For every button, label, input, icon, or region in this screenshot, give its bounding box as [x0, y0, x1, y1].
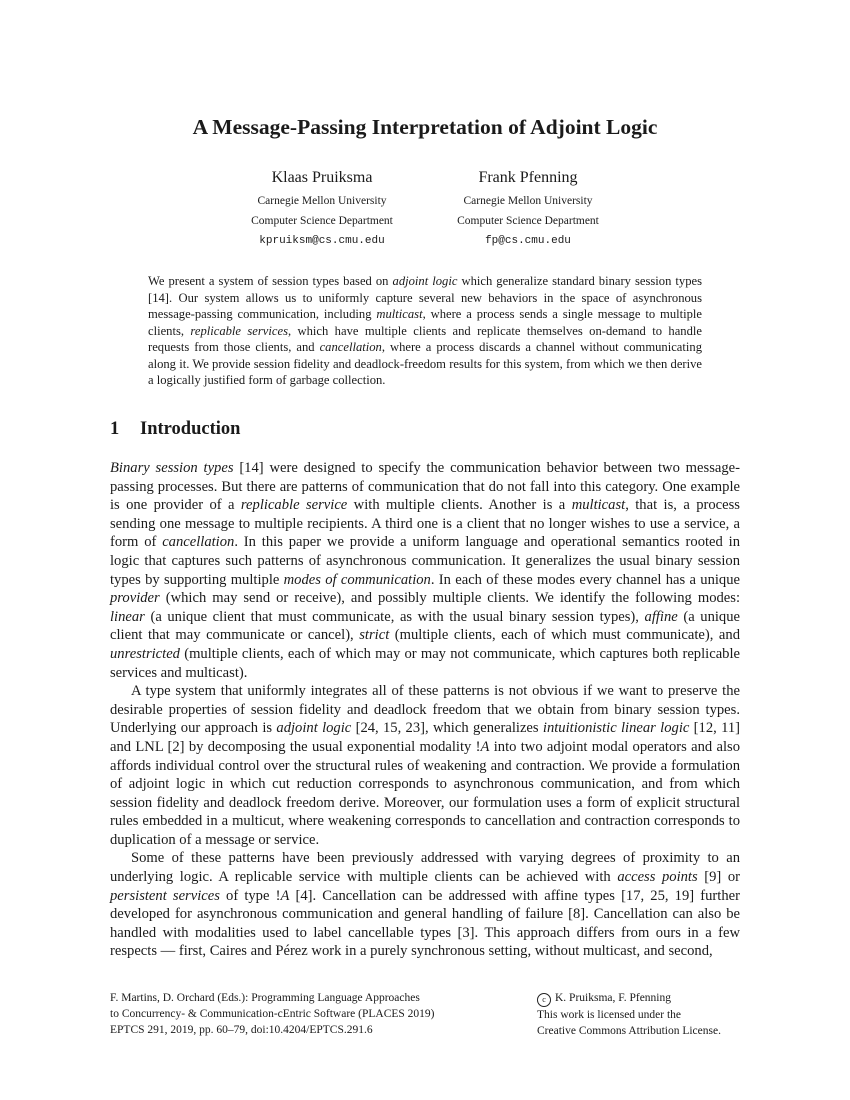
section-heading	[110, 419, 240, 440]
author-email[interactable]: kpruiksm@cs.cmu.edu	[259, 235, 385, 247]
footer-line: to Concurrency- & Communication-cEntric Software (PLACES 2019)	[110, 1008, 435, 1020]
body-text	[110, 459, 740, 961]
paragraph: A type system that uniformly integrates all of these patterns is not obvious if we want to preserve the desirable properties of session fidelity and deadlock freedom that we obtain from binary session types. Underlying our approach is adjoint logic [24, 15, 23], which generalizes intuitionistic linear logic [12, 11] and LNL [2] by decomposing the usual exponential modality !A into two adjoint modal operators and also affords individual control over the structural rules of weakening and contraction. We provide a formulation of adjoint logic in which cut reduction corresponds to asynchronous communication, and from which session fidelity and deadlock freedom derive. Moreover, our formulation uses a form of explicit structural rules embedded in a multicut, where weakening corresponds to cancellation and contraction corresponds to duplication of a message or service.	[110, 683, 741, 848]
footer-line: This work is licensed under the	[537, 1009, 682, 1021]
author-block	[408, 168, 648, 251]
footer-line: c K. Pruiksma, F. Pfenning	[537, 990, 757, 1007]
author-email[interactable]: fp@cs.cmu.edu	[485, 235, 571, 247]
footer-license	[537, 990, 757, 1039]
author-name: Klaas Pruiksma	[271, 169, 373, 186]
author-department: Computer Science Department	[251, 215, 393, 227]
author-name: Frank Pfenning	[478, 169, 578, 186]
footer-line: EPTCS 291, 2019, pp. 60–79, doi:10.4204/EPTCS.291.6	[110, 1024, 373, 1036]
copyright-icon: c	[537, 993, 551, 1007]
author-department: Computer Science Department	[457, 215, 599, 227]
section-number: 1	[110, 419, 120, 439]
author-affiliation: Carnegie Mellon University	[463, 195, 593, 207]
footer-line: Creative Commons Attribution License.	[537, 1025, 721, 1037]
author-block	[202, 168, 442, 251]
footer-citation	[110, 990, 510, 1038]
author-affiliation: Carnegie Mellon University	[257, 195, 387, 207]
paragraph: Some of these patterns have been previously addressed with varying degrees of proximity to an underlying logic. A replicable service with multiple clients can be achieved with access points [9] or persistent services of type !A [4]. Cancellation can be addressed with affine types [17, 25, 19] further developed for asynchronous communication and general handling of failure [8]. Cancellation can also be handled with modalities used to label cancellable types [3]. This approach differs from ours in a few respects — first, Caires and Pérez work in a purely synchronous setting, without multicast, and second,	[110, 850, 741, 960]
abstract: We present a system of session types based on adjoint logic which generalize standard binary session types [14]. Our system allows us to uniformly capture several new behaviors in the space of asynchronous message-passing communication, including multicast, where a process sends a single message to multiple clients, replicable services, which have multiple clients and replicate themselves on-demand to handle requests from those clients, and cancellation, where a process discards a channel without communicating along it. We provide session fidelity and deadlock-freedom results for this system, from which we then derive a logically justified form of garbage collection.	[148, 274, 703, 387]
paragraph: Binary session types [14] were designed to specify the communication behavior between two message-passing processes. But there are patterns of communication that do not fall into this category. One example is one provider of a replicable service with multiple clients. Another is a multicast, that is, a process sending one message to multiple recipients. A third one is a client that no longer wishes to use a service, a form of cancellation. In this paper we provide a uniform language and operational semantics rooted in logic that captures such patterns of asynchronous communication. It generalizes the usual binary session types by supporting multiple modes of communication. In each of these modes every channel has a unique provider (which may send or receive), and possibly multiple clients. We identify the following modes: linear (a unique client that must communicate, as with the usual binary session types), affine (a unique client that may communicate or cancel), strict (multiple clients, each of which must communicate), and unrestricted (multiple clients, each of which may or may not communicate, which captures both replicable services and multicast).	[110, 460, 741, 681]
footer-line: F. Martins, D. Orchard (Eds.): Programming Language Approaches	[110, 992, 420, 1004]
section-title: Introduction	[140, 419, 241, 439]
paper-title: A Message-Passing Interpretation of Adjoint Logic	[192, 115, 658, 139]
